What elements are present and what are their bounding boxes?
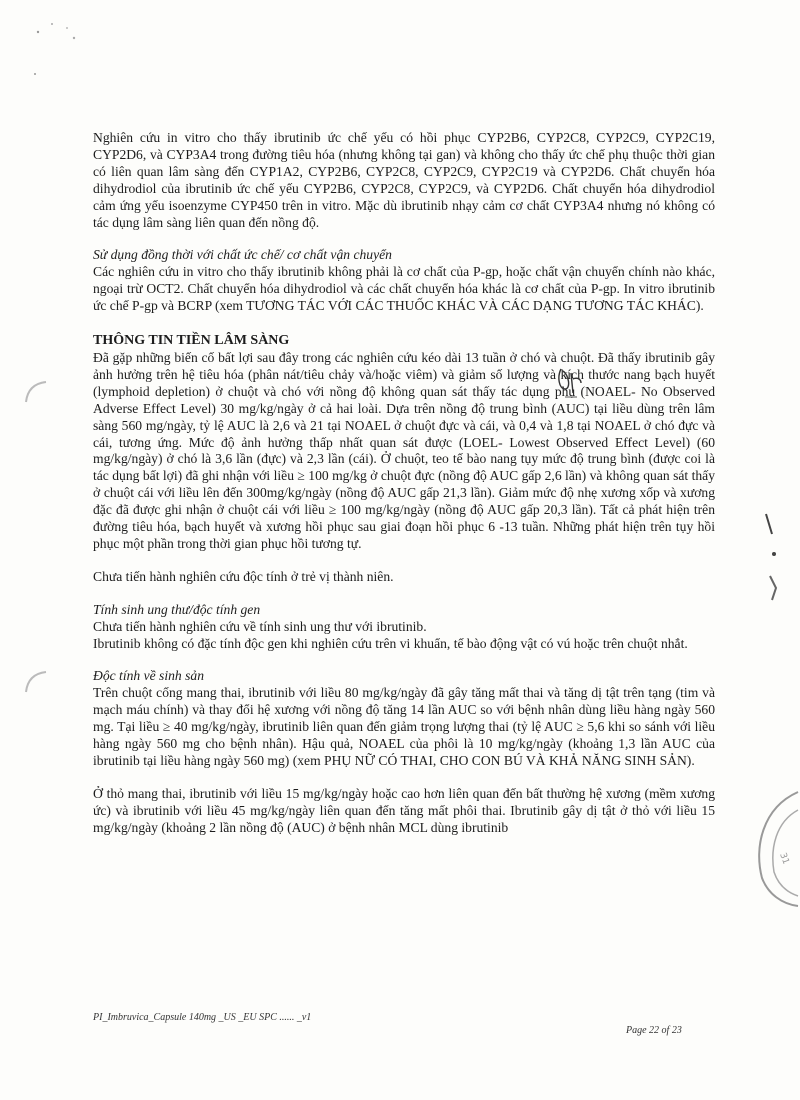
partial-stamp-icon	[752, 788, 800, 908]
subheading-carcinogenicity: Tính sinh ung thư/độc tính gen	[93, 601, 261, 617]
footer-document-id: PI_Imbruvica_Capsule 140mg _US _EU SPC ...... _v1	[93, 1012, 312, 1023]
paragraph-transporter: Các nghiên cứu in vitro cho thấy ibrutinib không phải là cơ chất của P-gp, hoặc chất vận chuyển chính nào khác, ngoại trừ OCT2. Chất chuyển hóa dihydrodiol và các chất chuyển hóa khác là cơ chất của P-gp. In vitro ibrutinib ức chế P-gp và BCRP (xem TƯƠNG TÁC VỚI CÁC THUỐC KHÁC VÀ CÁC DẠNG TƯƠNG TÁC KHÁC).	[93, 264, 715, 314]
paragraph-rat-reproduction: Trên chuột cống mang thai, ibrutinib với liều 80 mg/kg/ngày đã gây tăng mất thai và tăng dị tật trên tạng (tim và mạch máu chính) và thay đổi hệ xương với nồng độ tăng 14 lần AUC so với bệnh nhân dùng liều hàng ngày 560 mg. Tại liều ≥ 40 mg/kg/ngày, ibrutinib liên quan đến giảm trọng lượng thai (tỷ lệ AUC ≥ 5,6 khi so sánh với liều hàng ngày 560 mg cho bệnh nhân). Hậu quả, NOAEL của phôi là 10 mg/kg/ngày (khoảng 1,3 lần AUC của ibrutinib tại liều hàng ngày 560 mg) (xem PHỤ NỮ CÓ THAI, CHO CON BÚ VÀ KHẢ NĂNG SINH SẢN).	[93, 685, 715, 768]
paragraph-carcinogenicity: Chưa tiến hành nghiên cứu về tính sinh ung thư với ibrutinib.	[93, 618, 427, 634]
paragraph-juvenile-toxicity: Chưa tiến hành nghiên cứu độc tính ở trẻ vị thành niên.	[93, 568, 394, 584]
subheading-transporter: Sử dụng đồng thời với chất ức chế/ cơ chất vận chuyển	[93, 247, 392, 263]
subheading-reproductive-toxicity: Độc tính về sinh sản	[93, 668, 205, 684]
paragraph-preclinical-toxicity: Đã gặp những biến cố bất lợi sau đây trong các nghiên cứu kéo dài 13 tuần ở chó và chuột. Đã thấy ibrutinib gây ảnh hưởng trên hệ tiêu hóa (phân nát/tiêu chảy và/hoặc viêm) và giảm số lượng và kích thước nang bạch huyết (lymphoid depletion) ở chuột và chó với nồng độ không quan sát thấy tác dụng phụ (NOAEL- No Observed Adverse Effect Level) 30 mg/kg/ngày ở cả hai loài. Dựa trên nồng độ trung bình (AUC) tại liều dùng trên lâm sàng 560 mg/ngày, tỷ lệ AUC là 2,6 và 21 tại NOAEL ở chuột đực và cái, và 0,4 và 1,8 tại NOAEL ở chó đực và cái, tương ứng. Mức độ ảnh hưởng thấp nhất quan sát được (LOEL- Lowest Observed Effect Level) (60 mg/kg/ngày) ở chó là 3,6 lần (đực) và 2,3 lần (cái). Ở chuột, teo tế bào nang tụy mức độ trung bình (được coi là tác dụng bất lợi) đã ghi nhận với liều ≥ 100 mg/kg ở chuột đực (nồng độ AUC gấp 2,6 lần) và không quan sát thấy ở chuột cái với liều lên đến 300mg/kg/ngày (nồng độ AUC gấp 21,3 lần). Giảm mức độ nhẹ xương xốp và xương đặc đã được ghi nhận ở chuột cái với liều ≥ 100 mg/kg/ngày (nồng độ AUC gấp 20,3 lần). Tất cả phát hiện trên đường tiêu hóa, bạch huyết và xương hồi phục sau giai đoạn hồi phục 6 -13 tuần. Những phát hiện trên tụy hồi phục một phần trong thời gian phục hồi tương tự.	[93, 349, 715, 551]
footer-page-number: Page 22 of 23	[626, 1025, 682, 1036]
punch-hole-mark	[22, 378, 52, 408]
paragraph-genotoxicity: Ibrutinib không có đặc tính độc gen khi nghiên cứu trên vi khuẩn, tế bào động vật có vú hoặc trên chuột nhắt.	[93, 635, 688, 651]
paragraph-rabbit-reproduction: Ở thỏ mang thai, ibrutinib với liều 15 mg/kg/ngày hoặc cao hơn liên quan đến bất thường hệ xương (mềm xương ức) và ibrutinib với liều 45 mg/kg/ngày liên quan đến tăng mất phôi thai. Ibrutinib gây dị tật ở thỏ với liều 15 mg/kg/ngày (khoảng 2 lần nồng độ (AUC) ở bệnh nhân MCL dùng ibrutinib	[93, 785, 715, 835]
handwritten-initials-icon	[555, 363, 585, 399]
section-heading-preclinical: THÔNG TIN TIỀN LÂM SÀNG	[93, 333, 290, 349]
page-body	[93, 130, 715, 837]
edge-marks	[762, 510, 786, 610]
paragraph-in-vitro-cyp: Nghiên cứu in vitro cho thấy ibrutinib ức chế yếu có hồi phục CYP2B6, CYP2C8, CYP2C9, CYP2C19, CYP2D6, và CYP3A4 trong đường tiêu hóa (nhưng không tại gan) và không cho thấy ức chế phụ thuộc thời gian có liên quan lâm sàng đến CYP1A2, CYP2B6, CYP2C8, CYP2C9, CYP2C19 và CYP2D6. Chất chuyển hóa dihydrodiol của ibrutinib ức chế yếu CYP2B6, CYP2C8, CYP2C9, và CYP2D6. Chất chuyển hóa dihydrodiol cảm ứng yếu isoenzyme CYP450 trên in vitro. Mặc dù ibrutinib nhạy cảm cơ chất CYP3A4 nhưng nó không có tác dụng lâm sàng liên quan đến nồng độ.	[93, 130, 715, 230]
punch-hole-mark	[22, 668, 52, 698]
svg-text:31: 31	[777, 851, 791, 866]
scan-speck-marks	[30, 18, 90, 88]
